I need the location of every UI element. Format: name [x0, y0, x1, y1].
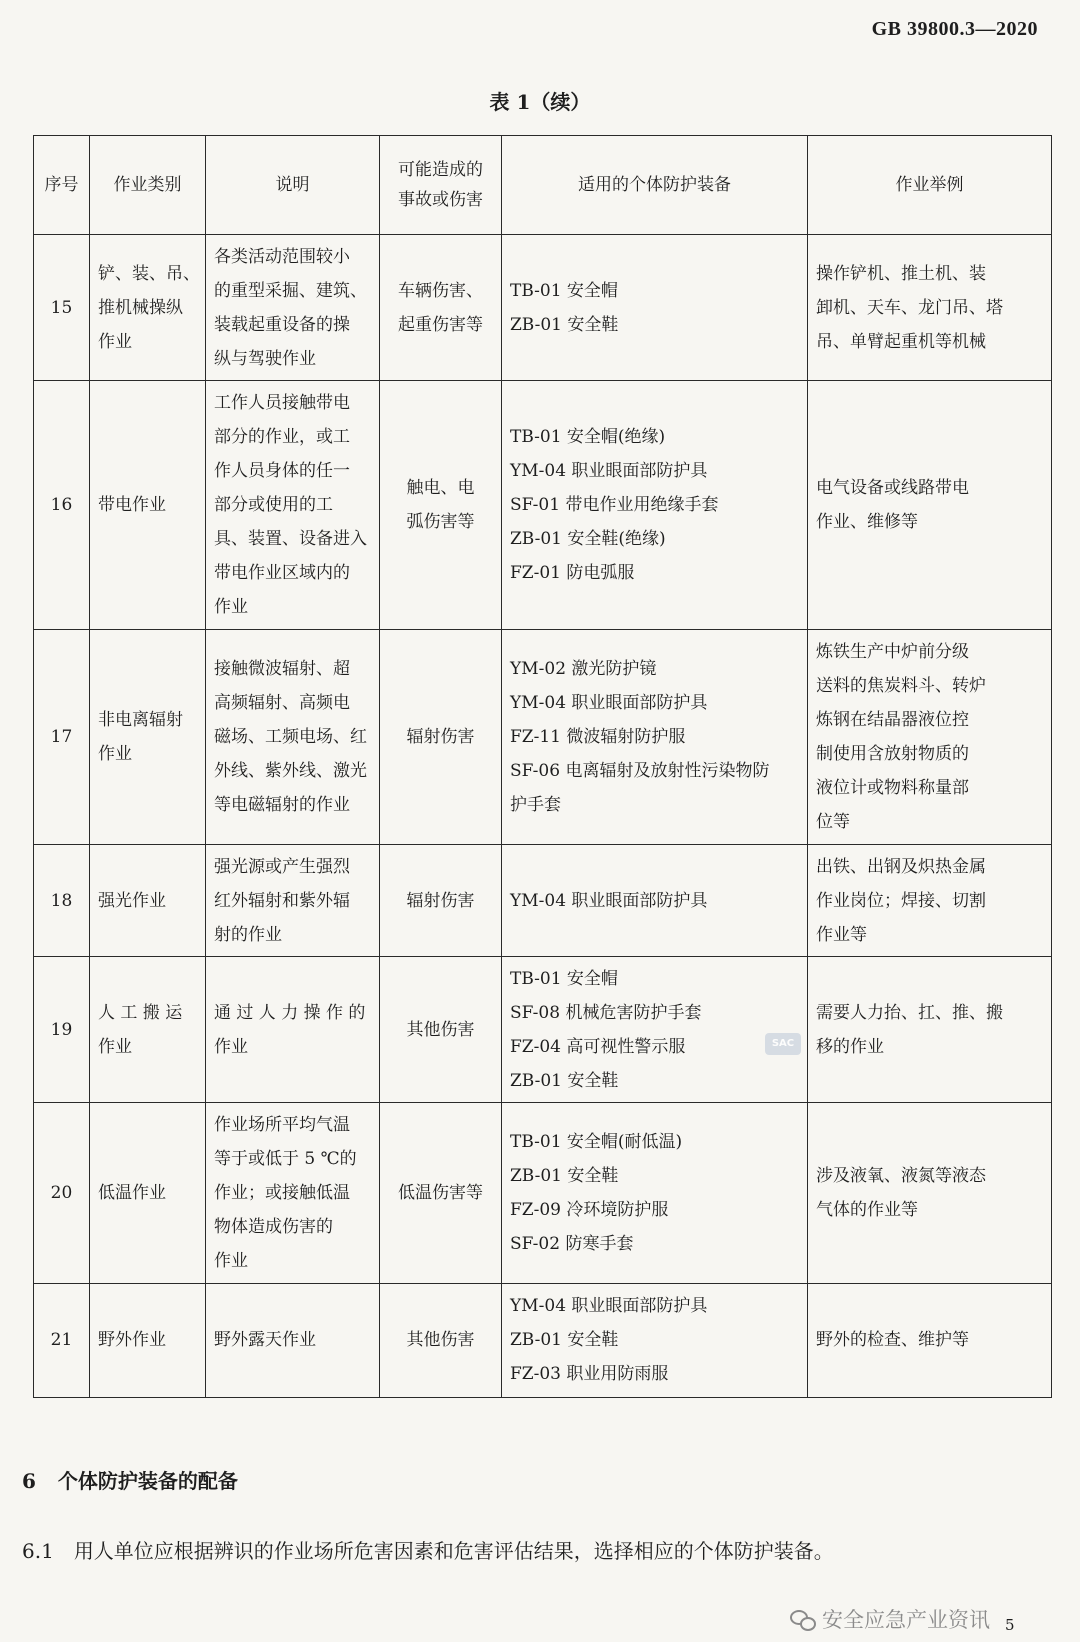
cell-description — [206, 957, 380, 1103]
cell-description-line: 磁场、工频电场、红 — [214, 727, 367, 748]
cell-harm — [380, 381, 502, 630]
cell-equipment-line: SF-01 带电作业用绝缘手套 — [510, 495, 719, 516]
table-row — [34, 1283, 1052, 1397]
cell-category — [90, 381, 206, 630]
cell-equipment-line: SF-08 机械危害防护手套 — [510, 1002, 702, 1023]
header-examples: 作业举例 — [808, 136, 1052, 235]
section-heading — [22, 1465, 260, 1494]
cell-equipment-line: YM-04 职业眼面部防护具 — [510, 1296, 708, 1317]
cell-examples-line: 作业、维修等 — [816, 512, 918, 533]
cell-examples-line: 气体的作业等 — [816, 1200, 918, 1221]
cell-equipment-line: FZ-04 高可视性警示服 — [510, 1036, 686, 1057]
header-harm — [380, 136, 502, 235]
table-row — [34, 957, 1052, 1103]
cell-examples-line: 制使用含放射物质的 — [816, 744, 969, 765]
cell-equipment-line: ZB-01 安全鞋 — [510, 314, 619, 335]
cell-description-line: 作业 — [214, 1251, 248, 1272]
cell-harm-line: 触电、电 — [406, 478, 475, 499]
cell-examples — [808, 235, 1052, 381]
cell-equipment — [502, 381, 808, 630]
cell-description — [206, 381, 380, 630]
cell-description — [206, 235, 380, 381]
cell-description-line: 作人员身体的任一 — [214, 461, 350, 482]
cell-equipment-line: FZ-11 微波辐射防护服 — [510, 727, 686, 748]
sac-logo: SAC — [765, 1033, 801, 1055]
cell-description-line: 野外露天作业 — [214, 1330, 316, 1351]
cell-examples-line: 位等 — [816, 812, 850, 833]
cell-examples — [808, 381, 1052, 630]
cell-description-line: 各类活动范围较小 — [214, 246, 350, 267]
cell-description-line: 部分或使用的工 — [214, 495, 333, 516]
cell-examples-line: 需要人力抬、扛、推、搬 — [816, 1002, 1003, 1023]
cell-category-line: 作业 — [98, 1036, 132, 1057]
cell-no: 18 — [34, 845, 90, 957]
cell-category — [90, 630, 206, 845]
cell-examples-line: 移的作业 — [816, 1036, 884, 1057]
cell-examples-line: 作业岗位；焊接、切割 — [816, 890, 986, 911]
cell-equipment-line: TB-01 安全帽 — [510, 280, 618, 301]
cell-no: 16 — [34, 381, 90, 630]
cell-examples — [808, 1103, 1052, 1284]
cell-description-line: 的重型采掘、建筑、 — [214, 280, 367, 301]
cell-description — [206, 845, 380, 957]
cell-category-line: 强光作业 — [98, 890, 166, 911]
cell-description-line: 装载起重设备的操 — [214, 314, 350, 335]
clause-number: 6.1 — [22, 1539, 54, 1563]
cell-category-line: 人 工 搬 运 — [98, 1002, 183, 1023]
cell-description-line: 作业场所平均气温 — [214, 1115, 350, 1136]
cell-examples-line: 卸机、天车、龙门吊、塔 — [816, 297, 1003, 318]
cell-examples-line: 出铁、出钢及炽热金属 — [816, 856, 986, 877]
header-equipment: 适用的个体防护装备 — [502, 136, 808, 235]
clause-6-1 — [22, 1535, 834, 1564]
header-category: 作业类别 — [90, 136, 206, 235]
cell-category-line: 低温作业 — [98, 1183, 166, 1204]
header-description: 说明 — [206, 136, 380, 235]
cell-description-line: 作业 — [214, 1036, 248, 1057]
cell-harm — [380, 630, 502, 845]
cell-description-line: 带电作业区域内的 — [214, 563, 350, 584]
cell-examples-line: 送料的焦炭料斗、转炉 — [816, 676, 986, 697]
cell-category — [90, 235, 206, 381]
cell-examples-line: 液位计或物料称量部 — [816, 778, 969, 799]
cell-equipment-line: YM-02 激光防护镜 — [510, 659, 657, 680]
header-harm-line: 可能造成的 — [398, 160, 483, 180]
cell-description-line: 外线、紫外线、激光 — [214, 761, 367, 782]
cell-examples-line: 炼铁生产中炉前分级 — [816, 642, 969, 663]
cell-description-line: 高频辐射、高频电 — [214, 693, 350, 714]
cell-category — [90, 1103, 206, 1284]
cell-equipment — [502, 957, 808, 1103]
cell-equipment-line: FZ-03 职业用防雨服 — [510, 1364, 669, 1385]
table-row — [34, 845, 1052, 957]
cell-category-line: 铲、装、吊、 — [98, 263, 200, 284]
cell-examples-line: 涉及液氧、液氮等液态 — [816, 1166, 986, 1187]
cell-description — [206, 630, 380, 845]
cell-examples-line: 作业等 — [816, 924, 867, 945]
cell-equipment — [502, 1283, 808, 1397]
cell-examples-line: 电气设备或线路带电 — [816, 478, 969, 499]
table-row — [34, 381, 1052, 630]
cell-category-line: 作业 — [98, 331, 132, 352]
cell-no: 15 — [34, 235, 90, 381]
cell-description-line: 等电磁辐射的作业 — [214, 795, 350, 816]
cell-equipment-line: TB-01 安全帽(耐低温) — [510, 1132, 683, 1153]
section-title: 个体防护装备的配备 — [57, 1469, 238, 1493]
cell-examples-line: 炼钢在结晶器液位控 — [816, 710, 969, 731]
table-header-row — [34, 136, 1052, 235]
standard-number: GB 39800.3—2020 — [871, 18, 1038, 40]
cell-harm — [380, 957, 502, 1103]
cell-equipment-line: YM-04 职业眼面部防护具 — [510, 890, 708, 911]
cell-description-line: 作业 — [214, 597, 248, 618]
cell-category-line: 带电作业 — [98, 495, 166, 516]
cell-description-line: 通 过 人 力 操 作 的 — [214, 1002, 366, 1023]
watermark — [790, 1604, 990, 1634]
watermark-text: 安全应急产业资讯 — [822, 1608, 990, 1632]
cell-harm-line: 弧伤害等 — [406, 512, 475, 533]
cell-examples-line: 野外的检查、维护等 — [816, 1330, 969, 1351]
cell-equipment-line: FZ-09 冷环境防护服 — [510, 1200, 669, 1221]
cell-harm-line: 起重伤害等 — [398, 314, 483, 335]
cell-equipment-line: TB-01 安全帽 — [510, 968, 618, 989]
cell-harm — [380, 235, 502, 381]
cell-description-line: 射的作业 — [214, 924, 282, 945]
table-caption: 表 1（续） — [489, 90, 591, 114]
table-row — [34, 1103, 1052, 1284]
cell-description — [206, 1283, 380, 1397]
cell-harm — [380, 1283, 502, 1397]
cell-equipment-line: ZB-01 安全鞋 — [510, 1070, 619, 1091]
cell-category — [90, 957, 206, 1103]
cell-equipment-line: FZ-01 防电弧服 — [510, 563, 635, 584]
cell-equipment-line: YM-04 职业眼面部防护具 — [510, 461, 708, 482]
cell-harm-line: 辐射伤害 — [406, 890, 475, 911]
cell-examples-line: 操作铲机、推土机、装 — [816, 263, 986, 284]
section-number: 6 — [22, 1469, 36, 1493]
cell-description-line: 等于或低于 5 ℃的 — [214, 1149, 357, 1170]
cell-examples — [808, 630, 1052, 845]
table-row — [34, 235, 1052, 381]
cell-equipment-line: ZB-01 安全鞋 — [510, 1166, 619, 1187]
cell-no: 19 — [34, 957, 90, 1103]
cell-equipment-line: 护手套 — [510, 795, 561, 816]
cell-no: 20 — [34, 1103, 90, 1284]
cell-description-line: 部分的作业，或工 — [214, 427, 350, 448]
cell-no: 17 — [34, 630, 90, 845]
clause-text: 用人单位应根据辨识的作业场所危害因素和危害评估结果，选择相应的个体防护装备。 — [73, 1539, 834, 1563]
cell-equipment-line: ZB-01 安全鞋(绝缘) — [510, 529, 666, 550]
cell-examples-line: 吊、单臂起重机等机械 — [816, 331, 986, 352]
cell-description-line: 强光源或产生强烈 — [214, 856, 350, 877]
cell-examples — [808, 957, 1052, 1103]
cell-equipment — [502, 630, 808, 845]
cell-description-line: 红外辐射和紫外辐 — [214, 890, 350, 911]
cell-category-line: 野外作业 — [98, 1330, 166, 1351]
cell-examples — [808, 845, 1052, 957]
header-harm-line: 事故或伤害 — [398, 190, 483, 210]
cell-harm — [380, 1103, 502, 1284]
cell-harm-line: 低温伤害等 — [398, 1183, 483, 1204]
cell-harm-line: 其他伤害 — [406, 1019, 475, 1040]
cell-description-line: 具、装置、设备进入 — [214, 529, 367, 550]
cell-no: 21 — [34, 1283, 90, 1397]
cell-equipment-line: YM-04 职业眼面部防护具 — [510, 693, 708, 714]
cell-equipment — [502, 1103, 808, 1284]
cell-description-line: 纵与驾驶作业 — [214, 348, 316, 369]
cell-description — [206, 1103, 380, 1284]
cell-equipment-line: TB-01 安全帽(绝缘) — [510, 427, 666, 448]
ppe-table — [33, 135, 1052, 1398]
cell-description-line: 接触微波辐射、超 — [214, 659, 350, 680]
page-number: 5 — [1005, 1616, 1015, 1634]
cell-harm-line: 车辆伤害、 — [398, 280, 483, 301]
cell-equipment-line: ZB-01 安全鞋 — [510, 1330, 619, 1351]
cell-description-line: 物体造成伤害的 — [214, 1217, 333, 1238]
cell-equipment-line: SF-02 防寒手套 — [510, 1234, 634, 1255]
cell-examples — [808, 1283, 1052, 1397]
cell-equipment-line: SF-06 电离辐射及放射性污染物防 — [510, 761, 770, 782]
cell-equipment — [502, 845, 808, 957]
cell-equipment — [502, 235, 808, 381]
wechat-icon — [790, 1608, 816, 1630]
cell-harm-line: 其他伤害 — [406, 1330, 475, 1351]
cell-category-line: 作业 — [98, 744, 132, 765]
cell-category-line: 非电离辐射 — [98, 710, 183, 731]
cell-category-line: 推机械操纵 — [98, 297, 183, 318]
cell-description-line: 作业；或接触低温 — [214, 1183, 350, 1204]
cell-harm — [380, 845, 502, 957]
cell-category — [90, 845, 206, 957]
cell-harm-line: 辐射伤害 — [406, 727, 475, 748]
table-row — [34, 630, 1052, 845]
cell-category — [90, 1283, 206, 1397]
cell-description-line: 工作人员接触带电 — [214, 393, 350, 414]
header-no: 序号 — [34, 136, 90, 235]
